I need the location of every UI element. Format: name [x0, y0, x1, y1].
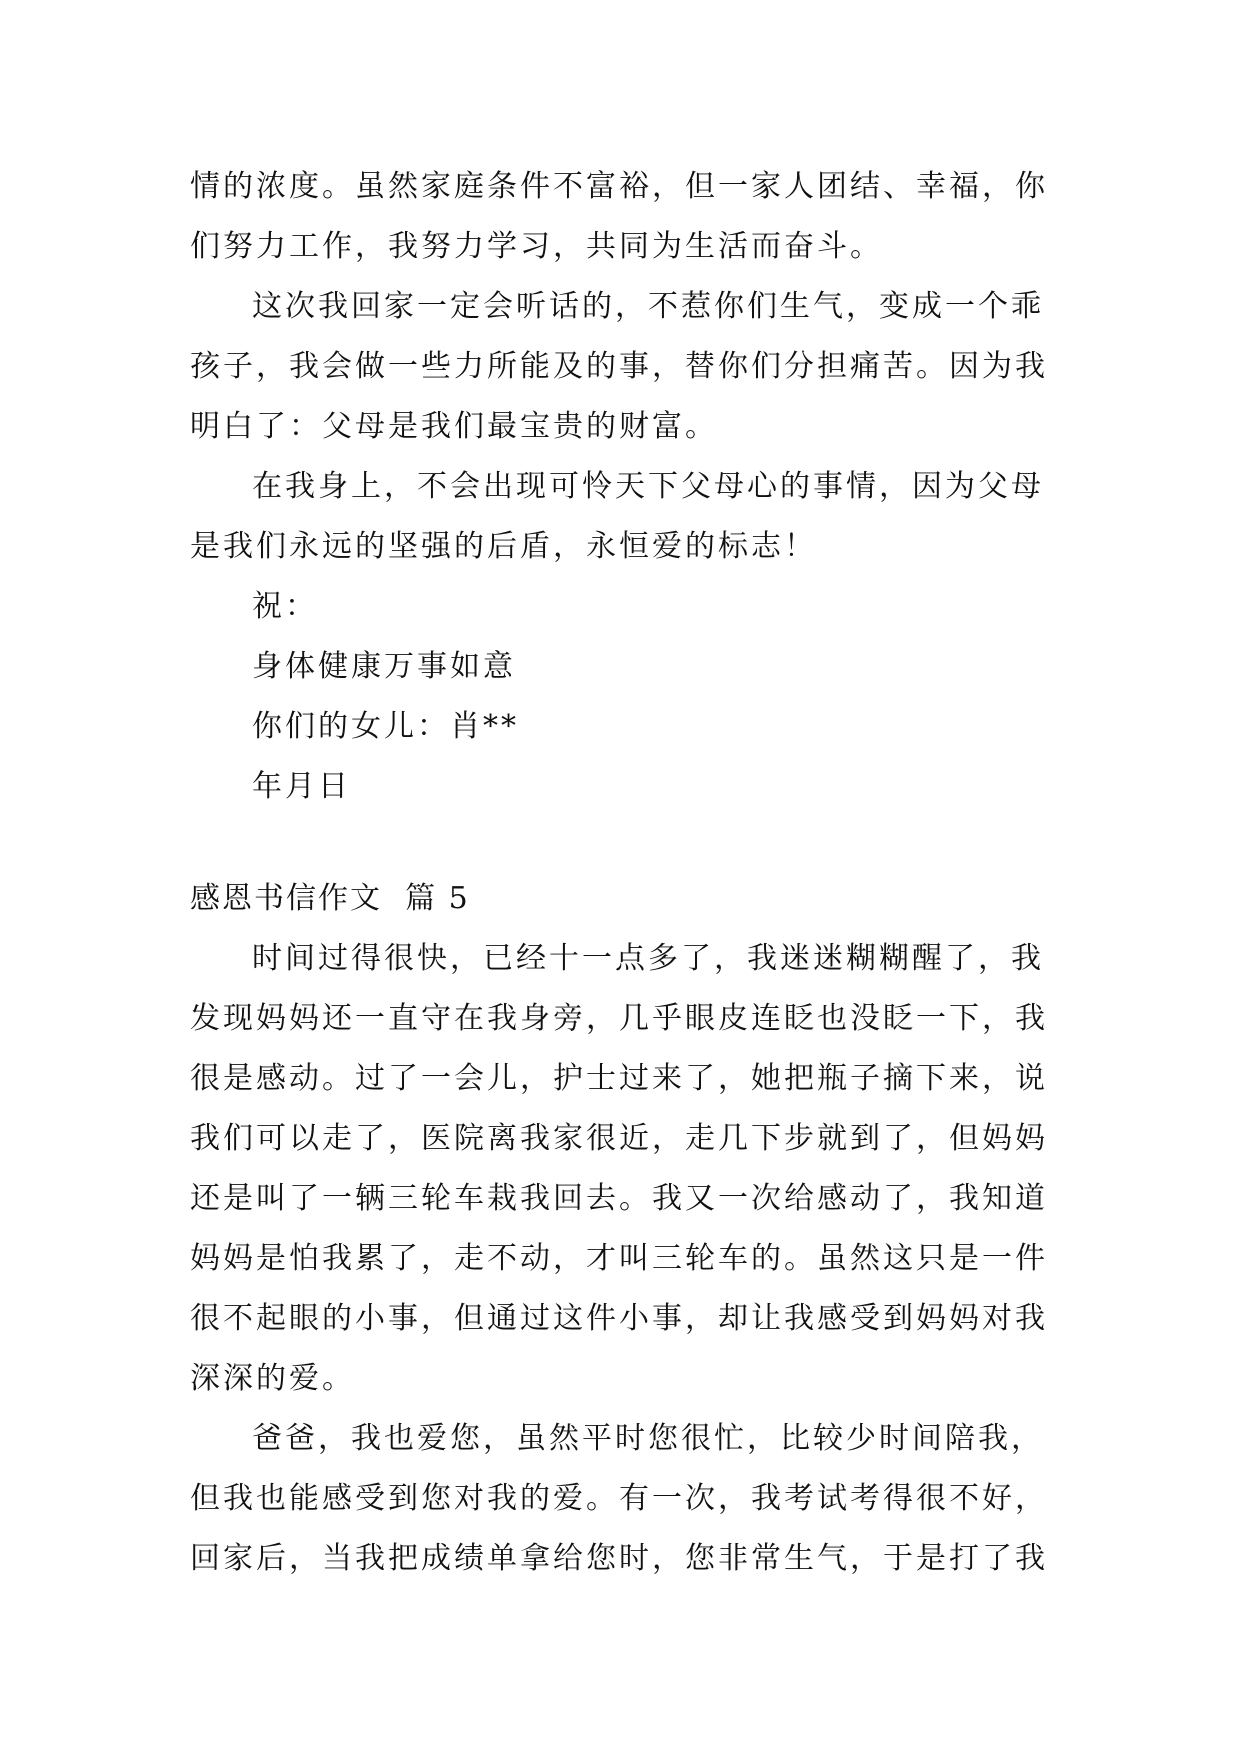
- document-body: [190, 157, 1052, 1589]
- closing-date: 年月日: [252, 769, 351, 804]
- paragraph-3: [190, 457, 1052, 577]
- closing-wish: 身体健康万事如意: [252, 649, 516, 684]
- paragraph-line: 很是感动。过了一会儿，护士过来了，她把瓶子摘下来，说: [190, 1061, 1048, 1096]
- paragraph-line: 深深的爱。: [190, 1361, 355, 1396]
- paragraph-line: 在我身上，不会出现可怜天下父母心的事情，因为父母: [252, 469, 1044, 504]
- paragraph-2: [190, 277, 1052, 457]
- paragraph-line: 情的浓度。虽然家庭条件不富裕，但一家人团结、幸福，你: [190, 169, 1048, 204]
- paragraph-line: 很不起眼的小事，但通过这件小事，却让我感受到妈妈对我: [190, 1301, 1048, 1336]
- section-heading: 感恩书信作文 篇 5: [190, 881, 470, 916]
- paragraph-line: 妈妈是怕我累了，走不动，才叫三轮车的。虽然这只是一件: [190, 1241, 1048, 1276]
- section-heading-block: [190, 869, 1052, 929]
- paragraph-line: 回家后，当我把成绩单拿给您时，您非常生气，于是打了我: [190, 1541, 1048, 1576]
- paragraph-line: 但我也能感受到您对我的爱。有一次，我考试考得很不好，: [190, 1481, 1048, 1516]
- paragraph-line: 发现妈妈还一直守在我身旁，几乎眼皮连眨也没眨一下，我: [190, 1001, 1048, 1036]
- paragraph-line: 这次我回家一定会听话的，不惹你们生气，变成一个乖: [252, 289, 1044, 324]
- closing-greeting: 祝：: [252, 589, 318, 624]
- paragraph-4: [190, 929, 1052, 1409]
- paragraph-line: 时间过得很快，已经十一点多了，我迷迷糊糊醒了，我: [252, 941, 1044, 976]
- closing-signature: 你们的女儿：肖**: [252, 709, 519, 744]
- section-spacer: [190, 817, 1052, 869]
- paragraph-line: 还是叫了一辆三轮车栽我回去。我又一次给感动了，我知道: [190, 1181, 1048, 1216]
- paragraph-line: 我们可以走了，医院离我家很近，走几下步就到了，但妈妈: [190, 1121, 1048, 1156]
- paragraph-line: 爸爸，我也爱您，虽然平时您很忙，比较少时间陪我，: [252, 1421, 1044, 1456]
- paragraph-line: 孩子，我会做一些力所能及的事，替你们分担痛苦。因为我: [190, 349, 1048, 384]
- letter-closing: [190, 577, 1052, 817]
- paragraph-line: 是我们永远的坚强的后盾，永恒爱的标志！: [190, 529, 817, 564]
- paragraph-5: [190, 1409, 1052, 1589]
- paragraph-line: 明白了：父母是我们最宝贵的财富。: [190, 409, 718, 444]
- paragraph-line: 们努力工作，我努力学习，共同为生活而奋斗。: [190, 229, 883, 264]
- paragraph-1: [190, 157, 1052, 277]
